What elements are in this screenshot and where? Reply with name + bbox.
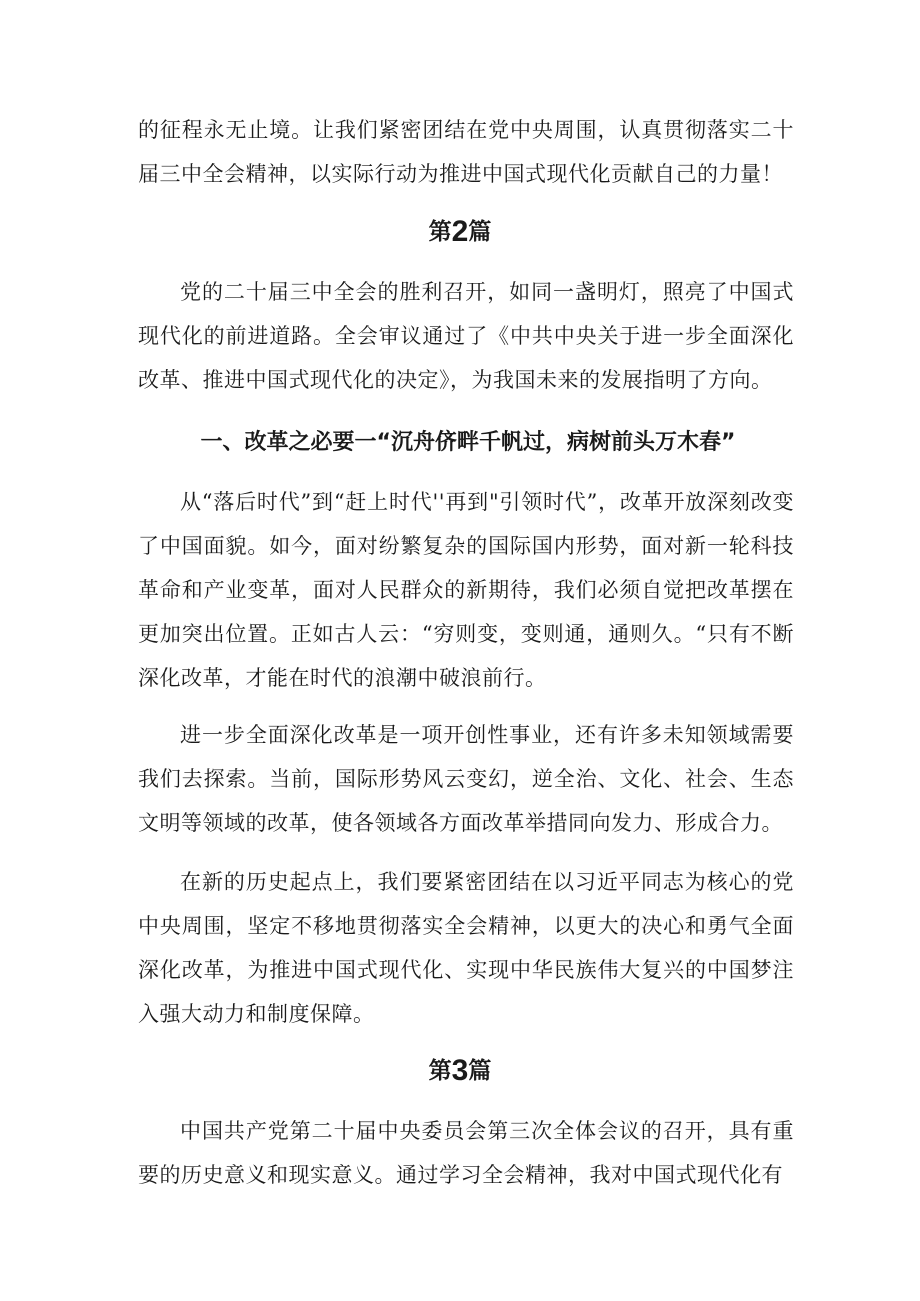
heading-prefix: 第 bbox=[428, 1057, 452, 1084]
paragraph-intro: 党的二十届三中全会的胜利召开，如同一盏明灯，照亮了中国式现代化的前进道路。全会审议通过了《中共中央关于进一步全面深化改革、推进中国式现代化的决定》，为我国未来的发展指明了方向。 bbox=[138, 280, 794, 392]
paragraph-reform-necessity: 从“落后时代”到“赶上时代''再到"引领时代”，改革开放深刻改变了中国面貌。如今，面对纷繁复杂的国际国内形势，面对新一轮科技革命和产业变革，面对人民群众的新期待，我们必须自觉把改革摆在更加突出位置。正如古人云：“穷则变，变则通，通则久。“只有不断深化改革，才能在时代的浪潮中破浪前行。 bbox=[138, 490, 794, 690]
paragraph-third-plenum: 中国共产党第二十届中央委员会第三次全体会议的召开，具有重要的历史意义和现实意义。通过学习全会精神，我对中国式现代化有 bbox=[138, 1119, 794, 1187]
article-heading-2 bbox=[0, 212, 920, 252]
paragraph-continued: 的征程永无止境。让我们紧密团结在党中央周围，认真贯彻落实二十届三中全会精神，以实际行动为推进中国式现代化贡献自己的力量！ bbox=[138, 118, 794, 186]
paragraph-reform-exploration: 进一步全面深化改革是一项开创性事业，还有许多未知领域需要我们去探索。当前，国际形势风云变幻，逆全治、文化、社会、生态文明等领域的改革，使各领域各方面改革举措同向发力、形成合力。 bbox=[138, 723, 794, 835]
heading-suffix: 篇 bbox=[468, 218, 492, 245]
paragraph-new-starting-point: 在新的历史起点上，我们要紧密团结在以习近平同志为核心的党中央周围，坚定不移地贯彻落实全会精神，以更大的决心和勇气全面深化改革，为推进中国式现代化、实现中华民族伟大复兴的中国梦注入强大动力和制度保障。 bbox=[138, 870, 794, 1026]
article-heading-3 bbox=[0, 1051, 920, 1091]
heading-number: 2 bbox=[451, 215, 469, 248]
heading-number: 3 bbox=[451, 1054, 469, 1087]
heading-prefix: 第 bbox=[428, 218, 452, 245]
heading-suffix: 篇 bbox=[468, 1057, 492, 1084]
section-subheading: 一、改革之必要一“沉舟侪畔千帆过，病树前头万木春” bbox=[200, 430, 736, 455]
